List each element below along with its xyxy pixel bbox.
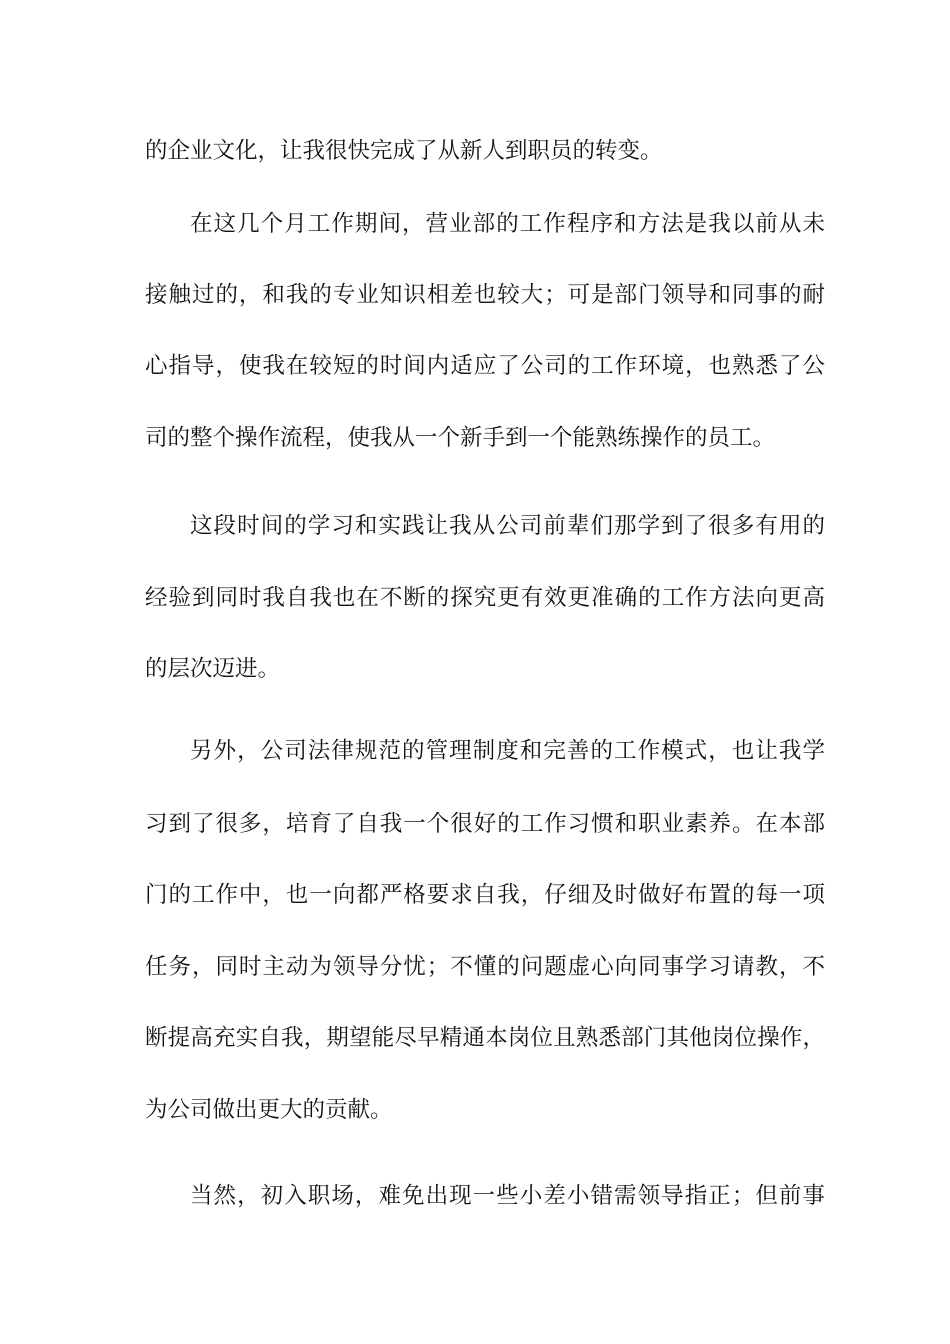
- text-line: 的企业文化，让我很快完成了从新人到职员的转变。: [145, 138, 663, 164]
- text-line: 心指导，使我在较短的时间内适应了公司的工作环境，也熟悉了公: [145, 353, 825, 379]
- text-line: 断提高充实自我，期望能尽早精通本岗位且熟悉部门其他岗位操作，: [145, 1025, 825, 1051]
- text-line: 任务，同时主动为领导分忧；不懂的问题虚心向同事学习请教，不: [145, 954, 825, 980]
- text-line: 这段时间的学习和实践让我从公司前辈们那学到了很多有用的: [190, 513, 825, 539]
- text-line: 为公司做出更大的贡献。: [145, 1097, 393, 1123]
- text-line: 当然，初入职场，难免出现一些小差小错需领导指正；但前事: [190, 1183, 825, 1209]
- text-line: 司的整个操作流程，使我从一个新手到一个能熟练操作的员工。: [145, 425, 776, 451]
- text-line: 的层次迈进。: [145, 656, 281, 682]
- text-line: 门的工作中，也一向都严格要求自我，仔细及时做好布置的每一项: [145, 882, 825, 908]
- text-line: 经验到同时我自我也在不断的探究更有效更准确的工作方法向更高: [145, 585, 825, 611]
- text-line: 习到了很多，培育了自我一个很好的工作习惯和职业素养。在本部: [145, 811, 825, 837]
- text-line: 另外，公司法律规范的管理制度和完善的工作模式，也让我学: [190, 738, 825, 764]
- text-line: 在这几个月工作期间，营业部的工作程序和方法是我以前从未: [190, 211, 825, 237]
- text-line: 接触过的，和我的专业知识相差也较大；可是部门领导和同事的耐: [145, 282, 825, 308]
